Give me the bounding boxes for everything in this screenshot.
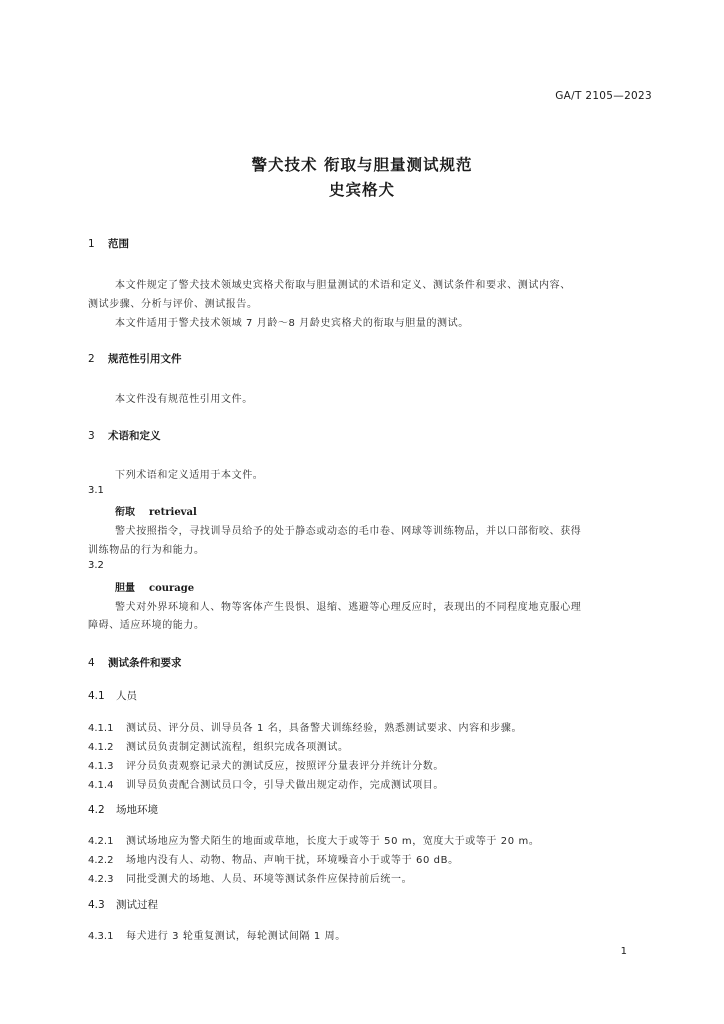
subsection-heading xyxy=(88,897,158,912)
paragraph: 下列术语和定义适用于本文件。 xyxy=(115,470,264,481)
clause-number: 4.2.1 xyxy=(88,836,114,847)
subsection-title: 测试过程 xyxy=(116,899,158,911)
clause-item xyxy=(88,870,412,885)
term-definition: 障碍、适应环境的能力。 xyxy=(88,620,205,631)
clause-number: 4.2.2 xyxy=(88,855,114,866)
clause-text: 场地内没有人、动物、物品、声响干扰，环境噪音小于或等于 60 dB。 xyxy=(126,855,459,866)
term-number: 3.2 xyxy=(88,560,104,571)
clause-number: 4.1.1 xyxy=(88,723,114,734)
section-number: 1 xyxy=(88,238,95,250)
term-entry xyxy=(115,579,194,594)
clause-item xyxy=(88,757,444,772)
clause-item xyxy=(88,832,539,847)
clause-item xyxy=(88,738,349,753)
standard-number: GA/T 2105—2023 xyxy=(555,90,652,102)
document-title: 警犬技术 衔取与胆量测试规范 xyxy=(251,156,473,174)
clause-text: 训导员负责配合测试员口令，引导犬做出规定动作，完成测试项目。 xyxy=(126,780,444,791)
section-4-heading xyxy=(88,655,182,670)
clause-number: 4.3.1 xyxy=(88,931,114,942)
term-definition: 警犬按照指令，寻找训导员给予的处于静态或动态的毛巾卷、网球等训练物品，并以口部衔咬、获得 xyxy=(115,526,582,537)
section-number: 3 xyxy=(88,430,95,442)
subsection-number: 4.2 xyxy=(88,804,105,816)
clause-item xyxy=(88,719,522,734)
clause-item xyxy=(88,776,444,791)
clause-text: 测试员、评分员、训导员各 1 名，具备警犬训练经验，熟悉测试要求、内容和步骤。 xyxy=(126,723,523,734)
section-3-heading xyxy=(88,428,161,443)
subsection-title: 人员 xyxy=(116,690,137,702)
paragraph: 测试步骤、分析与评价、测试报告。 xyxy=(88,299,258,310)
section-2-heading xyxy=(88,351,182,366)
subsection-title: 场地环境 xyxy=(116,804,158,816)
term-english: courage xyxy=(149,583,195,594)
clause-text: 每犬进行 3 轮重复测试，每轮测试间隔 1 周。 xyxy=(126,931,346,942)
clause-number: 4.1.2 xyxy=(88,742,114,753)
term-definition: 训练物品的行为和能力。 xyxy=(88,545,205,556)
clause-number: 4.1.3 xyxy=(88,761,114,772)
term-number: 3.1 xyxy=(88,485,104,496)
paragraph: 本文件规定了警犬技术领域史宾格犬衔取与胆量测试的术语和定义、测试条件和要求、测试内容、 xyxy=(115,280,571,291)
clause-item xyxy=(88,851,459,866)
paragraph: 本文件适用于警犬技术领域 7 月龄～8 月龄史宾格犬的衔取与胆量的测试。 xyxy=(115,318,469,329)
clause-text: 评分员负责观察记录犬的测试反应，按照评分量表评分并统计分数。 xyxy=(126,761,444,772)
clause-number: 4.1.4 xyxy=(88,780,114,791)
subsection-heading xyxy=(88,688,137,703)
page-number: 1 xyxy=(620,946,627,957)
section-1-heading xyxy=(88,236,129,251)
subsection-number: 4.3 xyxy=(88,899,105,911)
term-chinese: 衔取 xyxy=(115,507,135,518)
clause-item xyxy=(88,927,346,942)
document-subtitle: 史宾格犬 xyxy=(328,181,395,199)
subsection-heading xyxy=(88,802,158,817)
section-title: 测试条件和要求 xyxy=(108,657,182,669)
term-entry xyxy=(115,503,197,518)
section-title: 术语和定义 xyxy=(108,430,161,442)
paragraph: 本文件没有规范性引用文件。 xyxy=(115,394,253,405)
section-number: 2 xyxy=(88,353,95,365)
section-number: 4 xyxy=(88,657,95,669)
clause-text: 测试员负责制定测试流程，组织完成各项测试。 xyxy=(126,742,349,753)
clause-number: 4.2.3 xyxy=(88,874,114,885)
term-chinese: 胆量 xyxy=(115,583,135,594)
clause-text: 测试场地应为警犬陌生的地面或草地，长度大于或等于 50 m，宽度大于或等于 20 m。 xyxy=(126,836,540,847)
section-title: 范围 xyxy=(108,238,129,250)
section-title: 规范性引用文件 xyxy=(108,353,182,365)
term-english: retrieval xyxy=(149,507,197,518)
term-definition: 警犬对外界环境和人、物等客体产生畏惧、退缩、逃避等心理反应时，表现出的不同程度地克服心理 xyxy=(115,602,582,613)
clause-text: 同批受测犬的场地、人员、环境等测试条件应保持前后统一。 xyxy=(126,874,413,885)
subsection-number: 4.1 xyxy=(88,690,105,702)
